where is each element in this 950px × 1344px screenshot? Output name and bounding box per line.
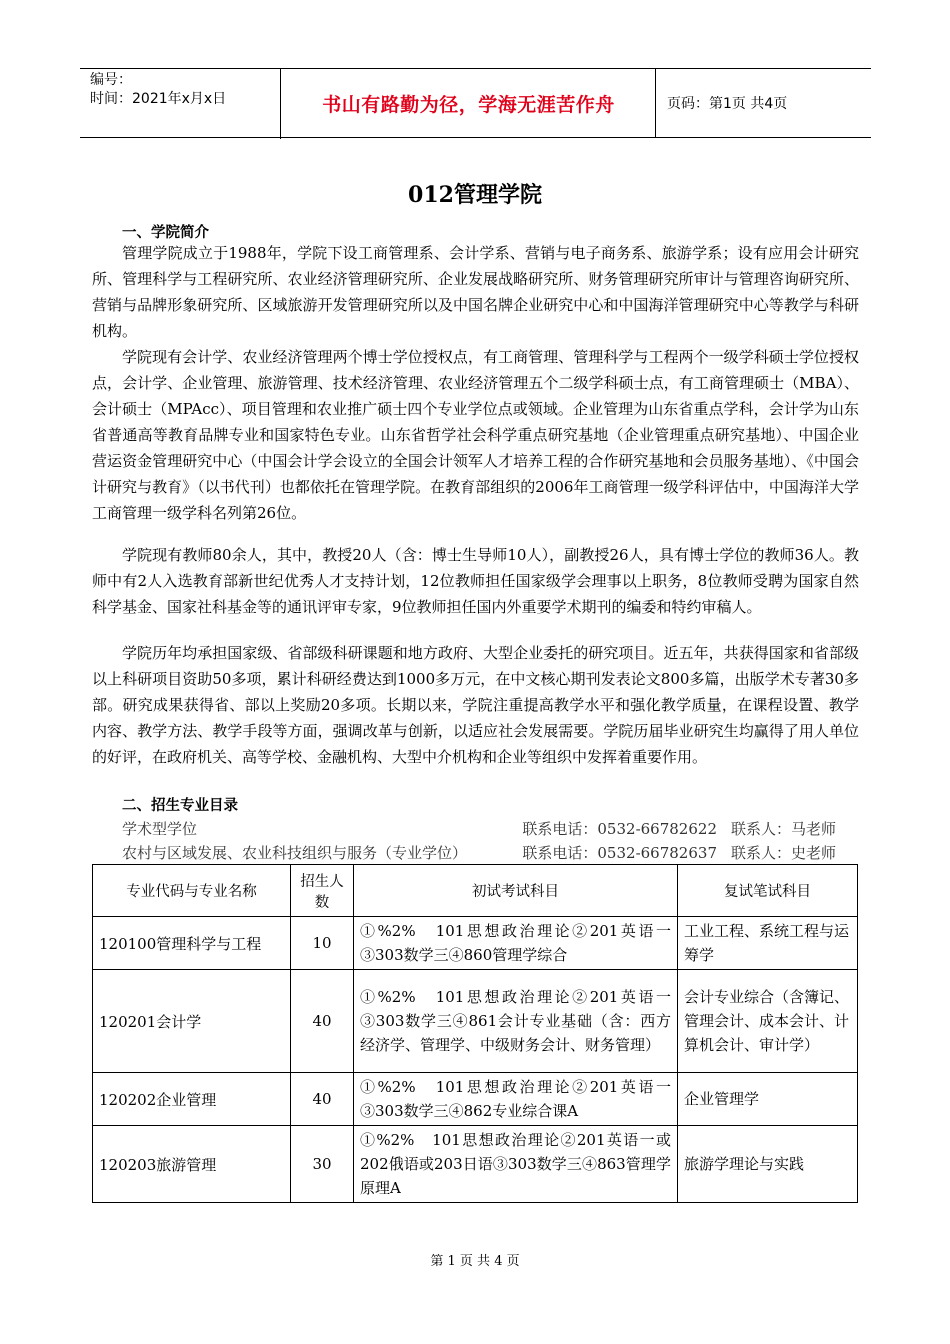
- cell-exam: ①%2% 101思想政治理论②201英语一或202俄语或203日语③303数学三④863管理学原理A: [354, 1126, 678, 1203]
- table-header-row: [93, 865, 858, 917]
- header-motto: 书山有路勤为径，学海无涯苦作舟: [282, 69, 656, 137]
- cell-retest: 企业管理学: [678, 1073, 858, 1126]
- col-header-code: 专业代码与专业名称: [93, 865, 291, 917]
- cell-count: 40: [291, 1073, 354, 1126]
- cell-code-name: 120100管理科学与工程: [93, 917, 291, 970]
- cell-exam: ①%2% 101思想政治理论②201英语一③303数学三④862专业综合课A: [354, 1073, 678, 1126]
- table-row: [93, 1073, 858, 1126]
- cell-count: 10: [291, 917, 354, 970]
- table-row: [93, 1126, 858, 1203]
- section-heading-catalog: 二、招生专业目录: [122, 798, 238, 814]
- page-footer: 第 1 页 共 4 页: [430, 1254, 520, 1269]
- cell-count: 30: [291, 1126, 354, 1203]
- cell-exam: ①%2% 101思想政治理论②201英语一③303数学三④860管理学综合: [354, 917, 678, 970]
- col-header-count: 招生人数: [291, 865, 354, 917]
- page-title: 012管理学院: [408, 182, 542, 208]
- intro-paragraph-4: 学院历年均承担国家级、省部级科研课题和地方政府、大型企业委托的研究项目。近五年，共获得国家和省部级以上科研项目资助50多项，累计科研经费达到1000多万元，在中文核心期刊发表论文800多篇，出版学术专著30多部。研究成果获得省、部以上奖励20多项。长期以来，学院注重提高教学水平和强化教学质量，在课程设置、教学内容、教学方法、教学手段等方面，强调改革与创新，以适应社会发展需要。学院历届毕业研究生均赢得了用人单位的好评，在政府机关、高等学校、金融机构、大型中介机构和企业等组织中发挥着重要作用。: [92, 644, 859, 766]
- contact-type: 学术型学位: [122, 820, 198, 838]
- header-meta: [80, 69, 281, 139]
- cell-retest: 会计专业综合（含簿记、管理会计、成本会计、计算机会计、审计学）: [678, 970, 858, 1073]
- page-header: [80, 68, 871, 138]
- section-heading-intro: 一、学院简介: [122, 225, 209, 241]
- cell-code-name: 120201会计学: [93, 970, 291, 1073]
- intro-paragraph-3: 学院现有教师80余人，其中，教授20人（含：博士生导师10人），副教授26人，具有博士学位的教师36人。教师中有2人入选教育部新世纪优秀人才支持计划，12位教师担任国家级学会理事以上职务，8位教师受聘为国家自然科学基金、国家社科基金等的通讯评审专家，9位教师担任国内外重要学术期刊的编委和特约审稿人。: [92, 546, 859, 616]
- cell-count: 40: [291, 970, 354, 1073]
- header-page-info: 页码：第1页 共4页: [667, 96, 788, 112]
- contact-row-academic: [122, 818, 836, 839]
- date-label: 时间：2021年x月x日: [90, 91, 227, 107]
- cell-exam: ①%2% 101思想政治理论②201英语一③303数学三④861会计专业基础（含：西方经济学、管理学、中级财务会计、财务管理）: [354, 970, 678, 1073]
- serial-label: 编号：: [90, 72, 132, 88]
- cell-retest: 旅游学理论与实践: [678, 1126, 858, 1203]
- intro-paragraph-2: 学院现有会计学、农业经济管理两个博士学位授权点，有工商管理、管理科学与工程两个一级学科硕士学位授权点，会计学、企业管理、旅游管理、技术经济管理、农业经济管理五个二级学科硕士点，有工商管理硕士（MBA）、会计硕士（MPAcc）、项目管理和农业推广硕士四个专业学位点或领域。企业管理为山东省重点学科，会计学为山东省普通高等教育品牌专业和国家特色专业。山东省哲学社会科学重点研究基地（企业管理重点研究基地）、中国企业营运资金管理研究中心（中国会计学会设立的全国会计领军人才培养工程的合作研究基地和会员服务基地）、《中国会计研究与教育》（以书代刊）也都依托在管理学院。在教育部组织的2006年工商管理一级学科评估中，中国海洋大学工商管理一级学科名列第26位。: [92, 348, 859, 522]
- cell-code-name: 120203旅游管理: [93, 1126, 291, 1203]
- table-row: [93, 970, 858, 1073]
- intro-paragraph-1: 管理学院成立于1988年，学院下设工商管理系、会计学系、营销与电子商务系、旅游学系；设有应用会计研究所、管理科学与工程研究所、农业经济管理研究所、企业发展战略研究所、财务管理研究所审计与管理咨询研究所、营销与品牌形象研究所、区域旅游开发管理研究所以及中国名牌企业研究中心和中国海洋管理研究中心等教学与科研机构。: [92, 244, 859, 340]
- contact-person: 联系人：马老师: [730, 820, 836, 838]
- program-table: [92, 864, 858, 1203]
- table-row: [93, 917, 858, 970]
- contact-phone: 联系电话：0532-66782622: [522, 820, 717, 838]
- cell-retest: 工业工程、系统工程与运筹学: [678, 917, 858, 970]
- col-header-retest: 复试笔试科目: [678, 865, 858, 917]
- contact-row-professional: [122, 842, 836, 863]
- col-header-exam: 初试考试科目: [354, 865, 678, 917]
- contact-type: 农村与区域发展、农业科技组织与服务（专业学位）: [122, 844, 468, 862]
- cell-code-name: 120202企业管理: [93, 1073, 291, 1126]
- contact-person: 联系人：史老师: [730, 844, 836, 862]
- contact-phone: 联系电话：0532-66782637: [522, 844, 717, 862]
